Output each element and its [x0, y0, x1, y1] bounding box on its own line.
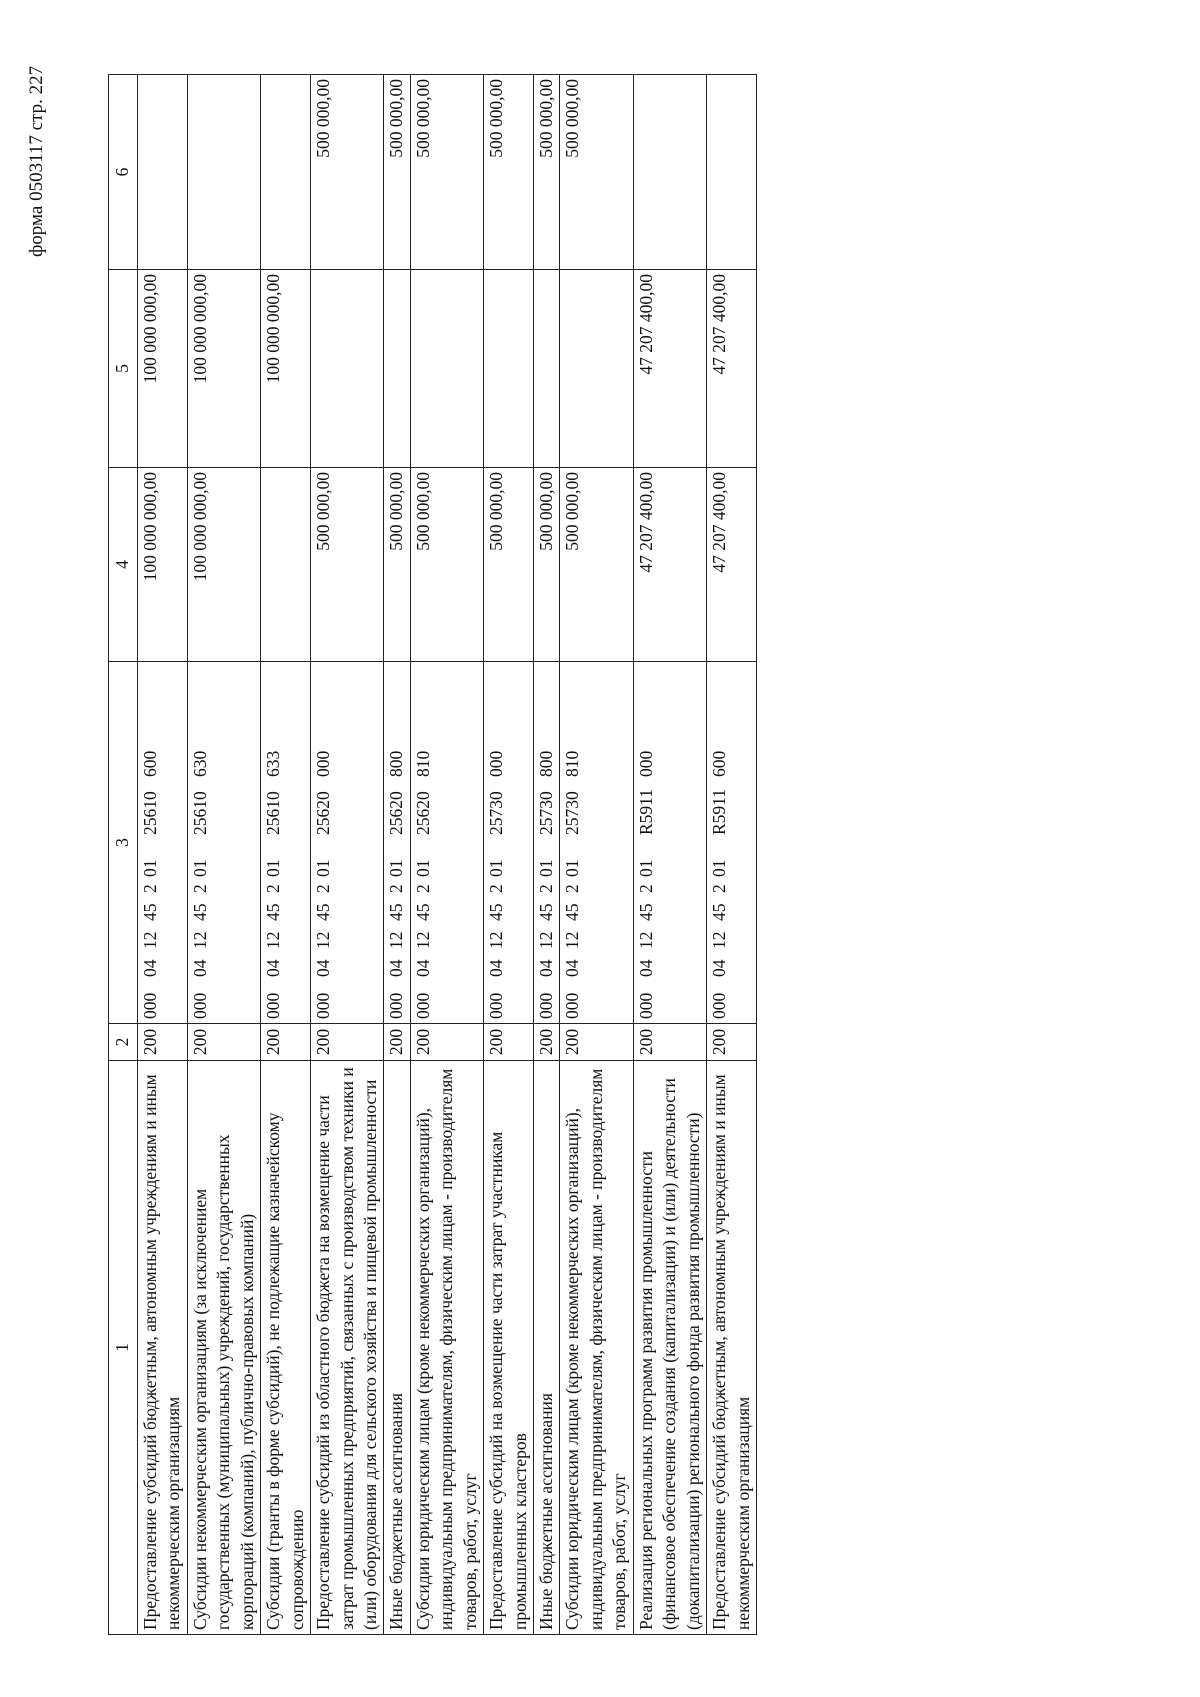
code-part: 12: [486, 931, 507, 949]
code-part: 45: [263, 903, 284, 921]
code-part: R5911: [709, 788, 730, 835]
row-budget-code: [410, 662, 483, 1024]
code-part: 000: [486, 992, 507, 1019]
row-name: Субсидии некоммерческим организациям (за исключением государственных (муниципальных) учреждений, государственных корпораций (компаний), публично-правовых компаний): [187, 1061, 260, 1635]
row-col6-value: 500 000,00: [311, 75, 384, 270]
code-part: 45: [412, 903, 433, 921]
code-part: 04: [140, 959, 160, 977]
code-part: 2: [635, 884, 656, 893]
code-part: 01: [709, 859, 730, 877]
table-row: [633, 75, 706, 1635]
code-part: 12: [635, 931, 656, 949]
row-col6-value: [187, 75, 260, 270]
code-part: 45: [486, 903, 507, 921]
code-part: 25610: [189, 791, 210, 835]
code-part: 2: [386, 884, 407, 893]
row-line-code: 200: [534, 1024, 560, 1061]
code-part: 45: [140, 903, 160, 921]
code-part: 45: [635, 903, 656, 921]
code-part: 04: [709, 959, 730, 977]
table-row: [484, 75, 534, 1635]
code-part: 12: [562, 931, 583, 949]
table-row: [138, 75, 188, 1635]
code-part: 01: [562, 859, 583, 877]
row-col6-value: [261, 75, 311, 270]
row-col4-value: 500 000,00: [384, 468, 410, 662]
code-part: 2: [562, 884, 583, 893]
row-col6-value: 500 000,00: [560, 75, 633, 270]
row-col5-value: [384, 270, 410, 468]
code-part: 04: [189, 959, 210, 977]
row-col6-value: 500 000,00: [484, 75, 534, 270]
code-part: 45: [562, 903, 583, 921]
row-budget-code: [560, 662, 633, 1024]
code-part: 630: [189, 750, 210, 777]
code-part: 2: [486, 884, 507, 893]
code-part: 01: [412, 859, 433, 877]
row-col4-value: 47 207 400,00: [707, 468, 757, 662]
code-part: 2: [536, 884, 556, 893]
code-part: 633: [263, 750, 284, 777]
table-row: [261, 75, 311, 1635]
row-name: Субсидии (гранты в форме субсидий), не подлежащие казначейскому сопровождению: [261, 1061, 311, 1635]
code-part: 04: [635, 959, 656, 977]
column-header: 5: [109, 270, 138, 468]
row-col5-value: [560, 270, 633, 468]
code-part: 12: [263, 931, 284, 949]
row-col4-value: 100 000 000,00: [187, 468, 260, 662]
row-name: Субсидии юридическим лицам (кроме некоммерческих организаций), индивидуальным предпринимателям, физическим лицам - производителям товаров, работ, услуг: [560, 1061, 633, 1635]
row-line-code: 200: [707, 1024, 757, 1061]
header-row: [109, 75, 138, 1635]
code-part: 800: [386, 750, 407, 777]
code-part: 600: [709, 750, 730, 777]
code-part: 000: [562, 992, 583, 1019]
row-name: Субсидии юридическим лицам (кроме некоммерческих организаций), индивидуальным предпринимателям, физическим лицам - производителям товаров, работ, услуг: [410, 1061, 483, 1635]
row-col6-value: 500 000,00: [410, 75, 483, 270]
row-col6-value: [633, 75, 706, 270]
row-line-code: 200: [560, 1024, 633, 1061]
code-part: R5911: [635, 788, 656, 835]
code-part: 000: [189, 992, 210, 1019]
row-col5-value: 47 207 400,00: [633, 270, 706, 468]
row-line-code: 200: [384, 1024, 410, 1061]
table-row: [534, 75, 560, 1635]
code-part: 000: [263, 992, 284, 1019]
row-line-code: 200: [187, 1024, 260, 1061]
row-col4-value: 500 000,00: [484, 468, 534, 662]
code-part: 01: [635, 859, 656, 877]
row-budget-code: [484, 662, 534, 1024]
row-name: Иные бюджетные ассигнования: [534, 1061, 560, 1635]
row-line-code: 200: [484, 1024, 534, 1061]
code-part: 000: [486, 750, 507, 777]
code-part: 04: [486, 959, 507, 977]
code-part: 000: [635, 992, 656, 1019]
code-part: 12: [189, 931, 210, 949]
row-col5-value: 100 000 000,00: [187, 270, 260, 468]
code-part: 25620: [313, 791, 334, 835]
code-part: 000: [313, 992, 334, 1019]
code-part: 000: [140, 992, 160, 1019]
code-part: 04: [313, 959, 334, 977]
code-part: 800: [536, 750, 556, 777]
row-name: Предоставление субсидий бюджетным, автономным учреждениям и иным некоммерческим организациям: [707, 1061, 757, 1635]
row-line-code: 200: [633, 1024, 706, 1061]
row-col4-value: 500 000,00: [534, 468, 560, 662]
code-part: 04: [536, 959, 556, 977]
table-row: [311, 75, 384, 1635]
table-row: [410, 75, 483, 1635]
row-col6-value: [707, 75, 757, 270]
row-col5-value: 100 000 000,00: [261, 270, 311, 468]
row-budget-code: [187, 662, 260, 1024]
code-part: 04: [386, 959, 407, 977]
table-row: [707, 75, 757, 1635]
code-part: 000: [386, 992, 407, 1019]
code-part: 01: [263, 859, 284, 877]
row-col4-value: [261, 468, 311, 662]
report-table: [108, 74, 757, 1635]
row-name: Реализация региональных программ развития промышленности (финансовое обеспечение создания (капитализации) и (или) деятельности (докапитализации) регионального фонда развития промышленности): [633, 1061, 706, 1635]
column-header: 1: [109, 1061, 138, 1635]
code-part: 45: [313, 903, 334, 921]
table-row: [384, 75, 410, 1635]
row-budget-code: [138, 662, 188, 1024]
row-budget-code: [633, 662, 706, 1024]
row-budget-code: [534, 662, 560, 1024]
row-name: Предоставление субсидий из областного бюджета на возмещение части затрат промышленных предприятий, связанных с производством техники и (или) оборудования для сельского хозяйства и пищевой промышленности: [311, 1061, 384, 1635]
code-part: 01: [536, 859, 556, 877]
column-header: 2: [109, 1024, 138, 1061]
row-col4-value: 47 207 400,00: [633, 468, 706, 662]
row-col5-value: [410, 270, 483, 468]
code-part: 000: [709, 992, 730, 1019]
row-col6-value: 500 000,00: [384, 75, 410, 270]
code-part: 25610: [140, 791, 160, 835]
code-part: 12: [709, 931, 730, 949]
code-part: 01: [313, 859, 334, 877]
code-part: 12: [140, 931, 160, 949]
row-col5-value: [534, 270, 560, 468]
row-col5-value: 47 207 400,00: [707, 270, 757, 468]
row-col6-value: 500 000,00: [534, 75, 560, 270]
code-part: 810: [412, 750, 433, 777]
code-part: 45: [386, 903, 407, 921]
row-line-code: 200: [138, 1024, 188, 1061]
row-line-code: 200: [410, 1024, 483, 1061]
code-part: 04: [562, 959, 583, 977]
code-part: 45: [189, 903, 210, 921]
table-row: [560, 75, 633, 1635]
code-part: 2: [412, 884, 433, 893]
row-col4-value: 100 000 000,00: [138, 468, 188, 662]
code-part: 01: [386, 859, 407, 877]
row-col4-value: 500 000,00: [410, 468, 483, 662]
code-part: 01: [486, 859, 507, 877]
code-part: 25610: [263, 791, 284, 835]
code-part: 25620: [412, 791, 433, 835]
row-col5-value: 100 000 000,00: [138, 270, 188, 468]
row-col5-value: [484, 270, 534, 468]
code-part: 45: [709, 903, 730, 921]
code-part: 12: [386, 931, 407, 949]
row-line-code: 200: [311, 1024, 384, 1061]
code-part: 000: [412, 992, 433, 1019]
code-part: 2: [263, 884, 284, 893]
code-part: 04: [412, 959, 433, 977]
code-part: 000: [536, 992, 556, 1019]
code-part: 12: [313, 931, 334, 949]
code-part: 25730: [536, 791, 556, 835]
code-part: 810: [562, 750, 583, 777]
row-budget-code: [311, 662, 384, 1024]
row-budget-code: [384, 662, 410, 1024]
code-part: 000: [313, 750, 334, 777]
table-row: [187, 75, 260, 1635]
row-budget-code: [261, 662, 311, 1024]
code-part: 25620: [386, 791, 407, 835]
code-part: 04: [263, 959, 284, 977]
code-part: 600: [140, 750, 160, 777]
row-col4-value: 500 000,00: [311, 468, 384, 662]
row-line-code: 200: [261, 1024, 311, 1061]
code-part: 12: [412, 931, 433, 949]
column-header: 6: [109, 75, 138, 270]
row-col5-value: [311, 270, 384, 468]
row-name: Предоставление субсидий бюджетным, автономным учреждениям и иным некоммерческим организациям: [138, 1061, 188, 1635]
code-part: 25730: [562, 791, 583, 835]
code-part: 12: [536, 931, 556, 949]
code-part: 25730: [486, 791, 507, 835]
code-part: 01: [140, 859, 160, 877]
row-budget-code: [707, 662, 757, 1024]
row-col6-value: [138, 75, 188, 270]
code-part: 2: [140, 884, 160, 893]
row-name: Предоставление субсидий на возмещение части затрат участникам промышленных кластеров: [484, 1061, 534, 1635]
code-part: 2: [313, 884, 334, 893]
row-name: Иные бюджетные ассигнования: [384, 1061, 410, 1635]
column-header: 3: [109, 662, 138, 1024]
column-header: 4: [109, 468, 138, 662]
code-part: 000: [635, 750, 656, 777]
code-part: 2: [709, 884, 730, 893]
form-label: форма 0503117 стр. 227: [26, 65, 47, 257]
code-part: 45: [536, 903, 556, 921]
code-part: 01: [189, 859, 210, 877]
code-part: 2: [189, 884, 210, 893]
row-col4-value: 500 000,00: [560, 468, 633, 662]
